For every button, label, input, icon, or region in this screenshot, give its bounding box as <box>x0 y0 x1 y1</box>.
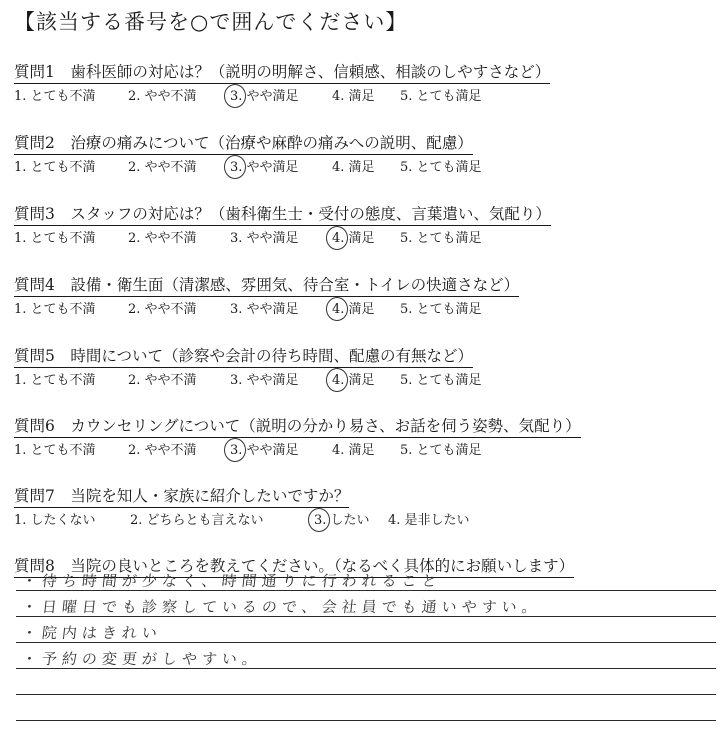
question-3-options <box>14 230 694 250</box>
question-1-option-1[interactable]: 1. とても不満 <box>14 89 96 104</box>
question-7-option-2[interactable]: 2. どちらとも言えない <box>130 513 264 528</box>
question-1-option-4[interactable]: 4. 満足 <box>332 89 375 104</box>
question-4-option-4-circled[interactable]: 4. 満足 <box>332 302 375 317</box>
question-4-option-5[interactable]: 5. とても満足 <box>400 302 482 317</box>
question-6-option-2[interactable]: 2. やや不満 <box>128 443 197 458</box>
question-5-title: 質問5 時間について（診察や会計の待ち時間、配慮の有無など） <box>14 346 473 368</box>
answer-line <box>16 694 716 695</box>
question-2-option-2[interactable]: 2. やや不満 <box>128 160 197 175</box>
question-2-options <box>14 159 694 179</box>
question-6-option-5[interactable]: 5. とても満足 <box>400 443 482 458</box>
question-6-option-3-circled[interactable]: 3. やや満足 <box>230 443 299 458</box>
question-3-option-5[interactable]: 5. とても満足 <box>400 231 482 246</box>
question-4-title: 質問4 設備・衛生面（清潔感、雰囲気、待合室・トイレの快適さなど） <box>14 275 519 297</box>
question-4-option-1[interactable]: 1. とても不満 <box>14 302 96 317</box>
survey-header: 【該当する番号を○で囲んでください】 <box>14 10 408 34</box>
answer-line <box>16 720 716 721</box>
handwritten-answer-3: ・院内はきれい <box>21 624 163 642</box>
question-5-option-2[interactable]: 2. やや不満 <box>128 373 197 388</box>
question-4-option-3[interactable]: 3. やや満足 <box>230 302 299 317</box>
question-6-option-4[interactable]: 4. 満足 <box>332 443 375 458</box>
question-3-title: 質問3 スタッフの対応は？（歯科衛生士・受付の態度、言葉遣い、気配り） <box>14 204 551 226</box>
question-1-option-2[interactable]: 2. やや不満 <box>128 89 197 104</box>
question-5-option-3[interactable]: 3. やや満足 <box>230 373 299 388</box>
question-3-option-2[interactable]: 2. やや不満 <box>128 231 197 246</box>
question-1-options <box>14 88 694 108</box>
question-2-option-5[interactable]: 5. とても満足 <box>400 160 482 175</box>
question-5-option-5[interactable]: 5. とても満足 <box>400 373 482 388</box>
handwritten-answer-1: ・待ち時間が少なく、時間通りに行われること <box>21 572 443 590</box>
q8-title: 質問8 当院の良いところを教えてください。（なるべく具体的にお願いします） <box>14 556 574 578</box>
question-3-option-1[interactable]: 1. とても不満 <box>14 231 96 246</box>
question-6-options <box>14 442 694 462</box>
question-3-option-4-circled[interactable]: 4. 満足 <box>332 231 375 246</box>
question-7-option-1[interactable]: 1. したくない <box>14 513 96 528</box>
handwritten-answer-2: ・日曜日でも診察しているので、会社員でも通いやすい。 <box>21 598 543 616</box>
question-2-option-1[interactable]: 1. とても不満 <box>14 160 96 175</box>
question-2-option-3-circled[interactable]: 3. やや満足 <box>230 160 299 175</box>
question-2-option-4[interactable]: 4. 満足 <box>332 160 375 175</box>
question-2-title: 質問2 治療の痛みについて（治療や麻酔の痛みへの説明、配慮） <box>14 133 473 155</box>
question-5-option-4-circled[interactable]: 4. 満足 <box>332 373 375 388</box>
handwritten-answer-4: ・予約の変更がしやすい。 <box>21 650 263 668</box>
question-7-option-4[interactable]: 4. 是非したい <box>388 513 470 528</box>
question-6-title: 質問6 カウンセリングについて（説明の分かり易さ、お話を伺う姿勢、気配り） <box>14 416 581 438</box>
question-5-option-1[interactable]: 1. とても不満 <box>14 373 96 388</box>
question-7-option-3-circled[interactable]: 3. したい <box>314 513 370 528</box>
question-3-option-3[interactable]: 3. やや満足 <box>230 231 299 246</box>
question-1-title: 質問1 歯科医師の対応は？（説明の明解さ、信頼感、相談のしやすさなど） <box>14 62 550 84</box>
question-5-options <box>14 372 694 392</box>
question-6-option-1[interactable]: 1. とても不満 <box>14 443 96 458</box>
question-1-option-5[interactable]: 5. とても満足 <box>400 89 482 104</box>
question-7-options <box>14 512 694 532</box>
question-4-options <box>14 301 694 321</box>
question-1-option-3-circled[interactable]: 3. やや満足 <box>230 89 299 104</box>
question-7-title: 質問7 当院を知人・家族に紹介したいですか？ <box>14 486 349 508</box>
question-4-option-2[interactable]: 2. やや不満 <box>128 302 197 317</box>
